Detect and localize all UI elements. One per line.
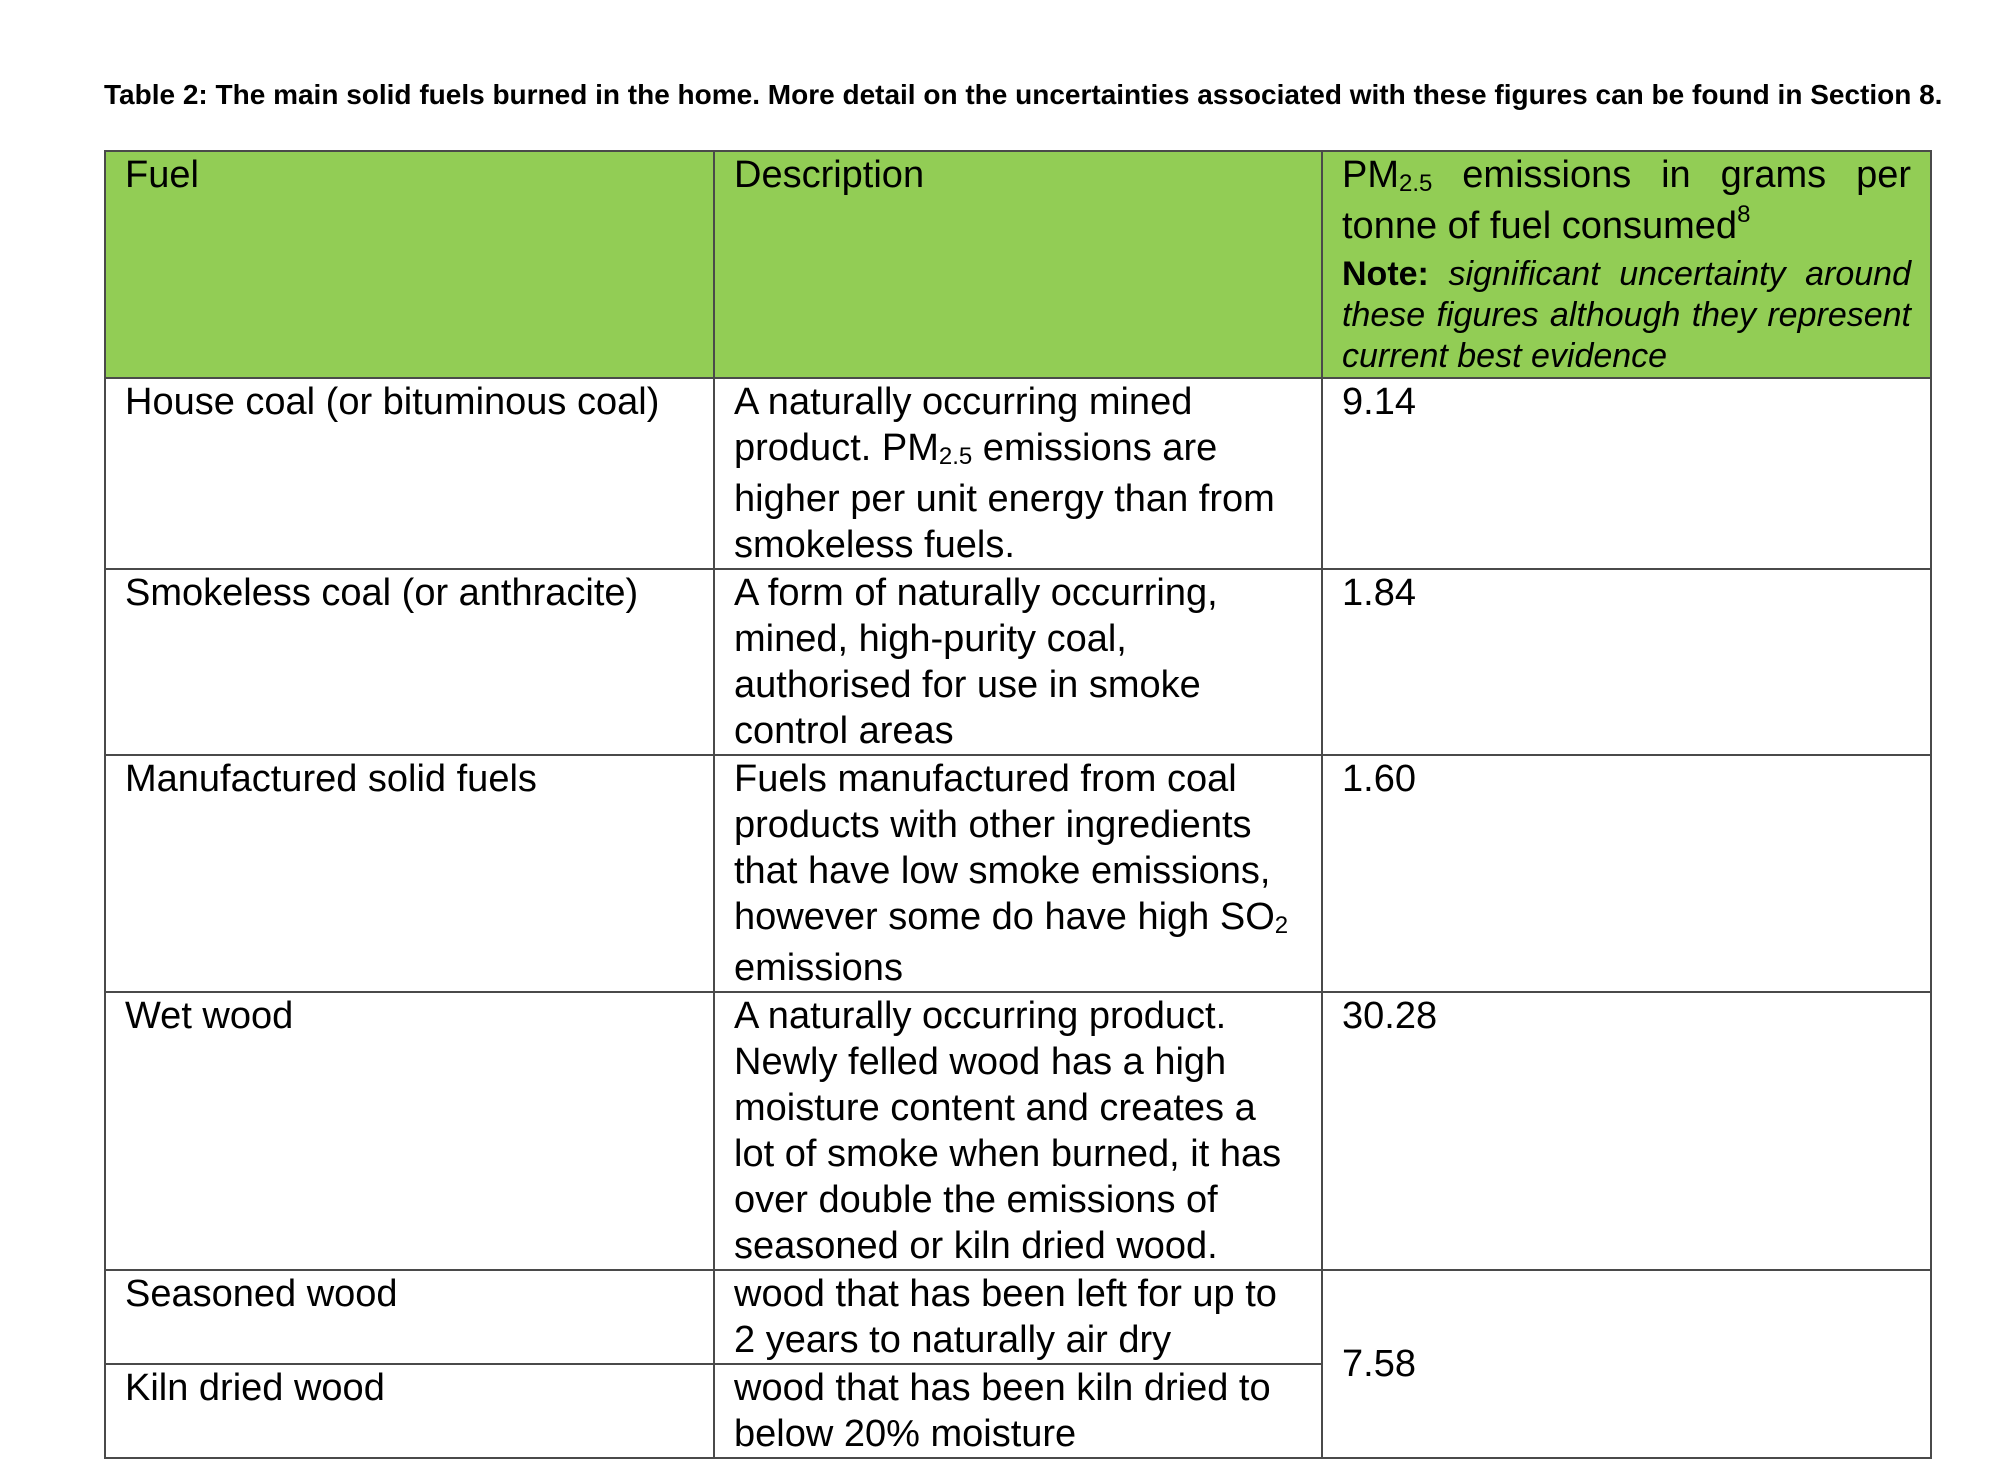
- emissions-cell: 30.28: [1322, 992, 1931, 1270]
- emissions-cell: 9.14: [1322, 378, 1931, 569]
- table-row: [105, 569, 1931, 755]
- emissions-cell: 1.84: [1322, 569, 1931, 755]
- description-cell: wood that has been left for up to 2 years to naturally air dry: [714, 1270, 1322, 1364]
- table-row: [105, 1270, 1931, 1364]
- header-description: Description: [714, 151, 1322, 378]
- description-cell: A naturally occurring product. Newly felled wood has a high moisture content and creates a lot of smoke when burned, it has over double the emissions of seasoned or kiln dried wood.: [714, 992, 1322, 1270]
- table-row: [105, 992, 1931, 1270]
- fuel-cell: Manufactured solid fuels: [105, 755, 714, 992]
- emissions-cell-shared: 7.58: [1322, 1270, 1931, 1458]
- description-cell: A naturally occurring mined product. $PM_{2.5}$ emissions are higher per unit energy than from smokeless fuels.: [714, 378, 1322, 569]
- footnote-marker: 8: [1737, 201, 1751, 228]
- fuel-cell: House coal (or bituminous coal): [105, 378, 714, 569]
- emissions-cell: 1.60: [1322, 755, 1931, 992]
- description-cell: Fuels manufactured from coal products with other ingredients that have low smoke emissions, however some do have high $SO_2$ emissions: [714, 755, 1322, 992]
- fuel-cell: Smokeless coal (or anthracite): [105, 569, 714, 755]
- fuel-cell: Wet wood: [105, 992, 714, 1270]
- header-note: Note: significant uncertainty around these figures although they represent current best evidence: [1342, 255, 1911, 375]
- fuel-cell: Seasoned wood: [105, 1270, 714, 1364]
- table-header-row: [105, 151, 1931, 378]
- header-emissions-title: $PM_{2.5}$ emissions in grams per tonne of fuel consumed$^8$: [1342, 154, 1911, 247]
- table-row: [105, 378, 1931, 569]
- header-fuel: Fuel: [105, 151, 714, 378]
- fuel-cell: Kiln dried wood: [105, 1364, 714, 1458]
- table-caption: Table 2: The main solid fuels burned in the home. More detail on the uncertainties associated with these figures can be found in Section 8.: [104, 79, 1943, 110]
- table-row: [105, 755, 1931, 992]
- description-cell: wood that has been kiln dried to below 20% moisture: [714, 1364, 1322, 1458]
- description-cell: A form of naturally occurring, mined, high-purity coal, authorised for use in smoke control areas: [714, 569, 1322, 755]
- solid-fuels-table: [104, 150, 1932, 1459]
- header-emissions: [1322, 151, 1931, 378]
